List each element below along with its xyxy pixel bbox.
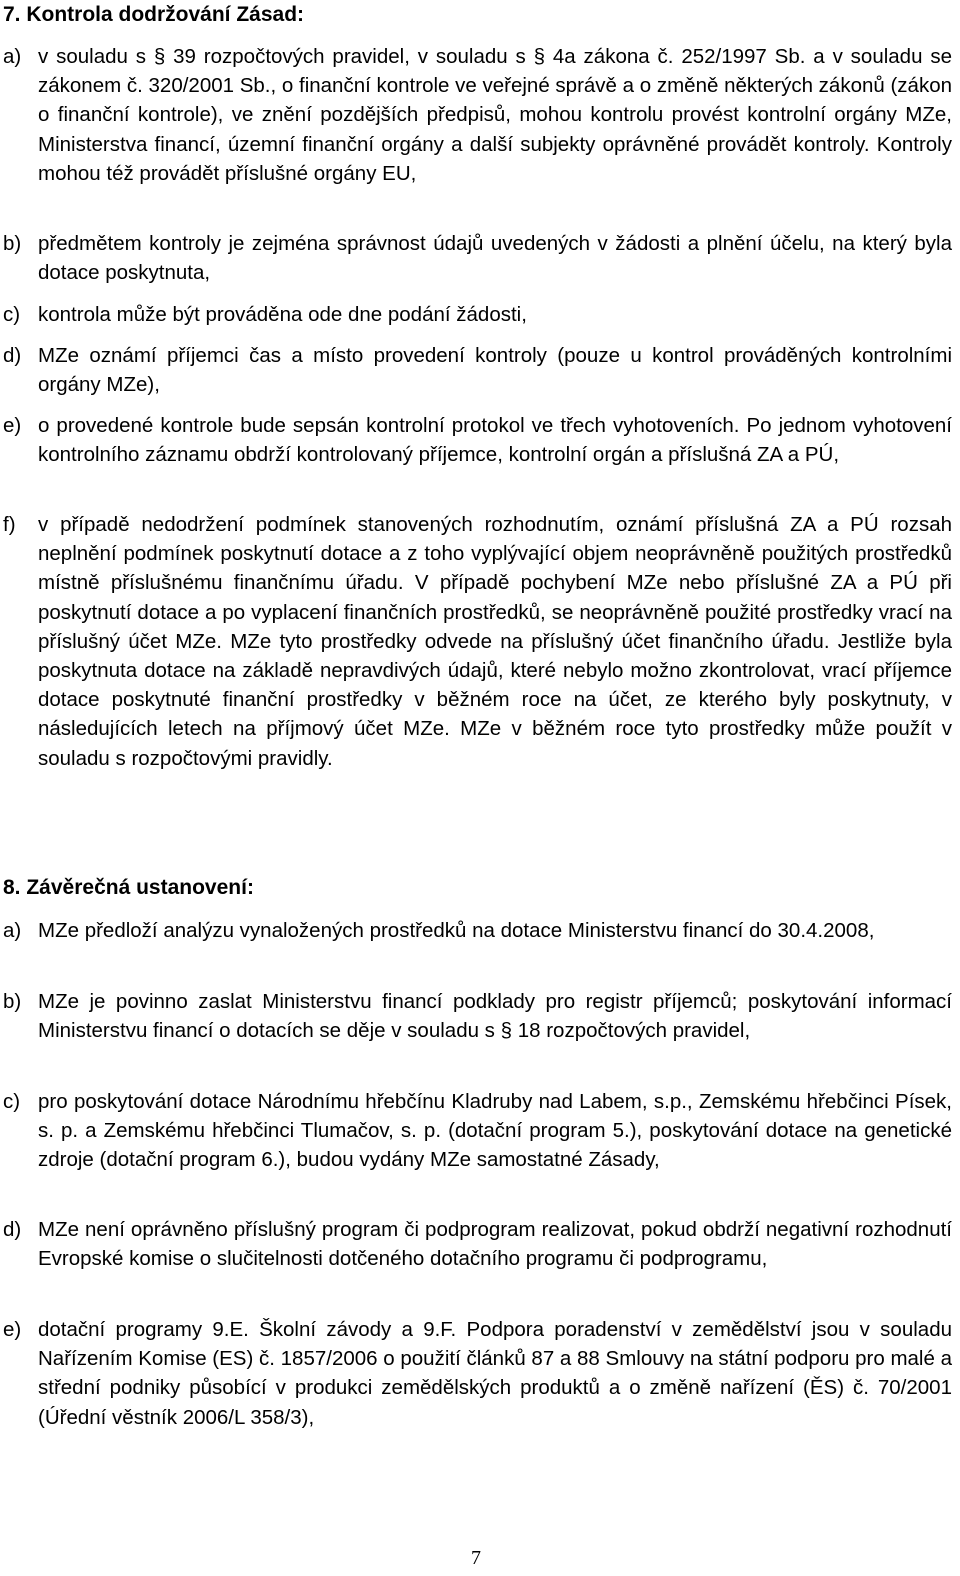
item-text: o provedené kontrole bude sepsán kontrolní protokol ve třech vyhotoveních. Po jednom vyhotovení kontrolního záznamu obdrží kontrolovaný příjemce, kontrolní orgán a příslušná ZA a PÚ, [38, 414, 952, 467]
item-label: a) [3, 919, 22, 942]
section-7-heading: 7. Kontrola dodržování Zásad: [3, 3, 305, 26]
item-text: v souladu s § 39 rozpočtových pravidel, v souladu s § 4a zákona č. 252/1997 Sb. a v souladu se zákonem č. 320/2001 Sb., o finanční kontrole ve veřejné správě a o změně některých zákonů (zákon o finanční kontrole), ve znění pozdějších předpisů, mohou kontrolu provést kontrolní orgány MZe, Ministerstva financí, územní finanční orgány a další subjekty oprávněné provádět kontroly. Kontroly mohou též provádět příslušné orgány EU, [38, 45, 952, 185]
item-text: MZe oznámí příjemci čas a místo provedení kontroly (pouze u kontrol prováděných kontrolními orgány MZe), [38, 344, 952, 397]
item-label: b) [3, 990, 22, 1013]
item-text: MZe předloží analýzu vynaložených prostředků na dotace Ministerstvu financí do 30.4.2008, [38, 919, 875, 942]
item-label: b) [3, 232, 22, 255]
section-7-item-a [0, 42, 952, 188]
item-text: pro poskytování dotace Národnímu hřebčínu Kladruby nad Labem, s.p., Zemskému hřebčinci Písek, s. p. a Zemskému hřebčinci Tlumačov, s. p. (dotační program 5.), poskytování dotace na genetické zdroje (dotační program 6.), budou vydány MZe samostatné Zásady, [38, 1090, 952, 1172]
section-8-item-b [0, 987, 952, 1045]
item-text: v případě nedodržení podmínek stanovených rozhodnutím, oznámí příslušná ZA a PÚ rozsah neplnění podmínek poskytnutí dotace a z toho vyplývající objem neoprávněně použitých prostředků místně příslušnému finančnímu úřadu. V případě pochybení MZe nebo příslušné ZA a PÚ při poskytnutí dotace a po vyplacení finančních prostředků, se neoprávněně použité prostředky vrací na příslušný účet MZe. MZe tyto prostředky odvede na příslušný účet finančního úřadu. Jestliže byla poskytnuta dotace na základě nepravdivých údajů, které nebylo možno zkontrolovat, vrací příjemce dotace poskytnuté finanční prostředky v běžném roce na účet, ze kterého byly poskytnuty, v následujících letech na příjmový účet MZe. MZe v běžném roce tyto prostředky může použít v souladu s rozpočtovými pravidly. [38, 513, 952, 770]
item-text: předmětem kontroly je zejména správnost údajů uvedených v žádosti a plnění účelu, na který byla dotace poskytnuta, [38, 232, 952, 285]
item-label: d) [3, 344, 22, 367]
item-label: c) [3, 1090, 21, 1113]
item-text: dotační programy 9.E. Školní závody a 9.F. Podpora poradenství v zemědělství jsou v souladu Nařízením Komise (ES) č. 1857/2006 o použití článků 87 a 88 Smlouvy na státní podporu pro malé a střední podniky působící v produkci zemědělských produktů a o změně nařízení (ĚS) č. 70/2001 (Úřední věstník 2006/L 358/3), [38, 1318, 952, 1429]
item-label: e) [3, 414, 22, 437]
section-8-heading: 8. Závěrečná ustanovení: [3, 876, 254, 899]
section-7-item-f [0, 510, 952, 773]
section-8-item-d [0, 1215, 952, 1273]
item-text: kontrola může být prováděna ode dne podání žádosti, [38, 303, 527, 326]
item-text: MZe je povinno zaslat Ministerstvu financí podklady pro registr příjemců; poskytování informací Ministerstvu financí o dotacích se děje v souladu s § 18 rozpočtových pravidel, [38, 990, 952, 1043]
item-text: MZe není oprávněno příslušný program či podprogram realizovat, pokud obdrží negativní rozhodnutí Evropské komise o slučitelnosti dotčeného dotačního programu či podprogramu, [38, 1218, 952, 1271]
section-8-item-c [0, 1087, 952, 1175]
item-label: f) [3, 513, 16, 536]
section-7-item-c [0, 300, 952, 329]
item-label: e) [3, 1318, 22, 1341]
page-number: 7 [471, 1547, 481, 1569]
section-8-item-a [0, 916, 952, 945]
section-7-item-e [0, 411, 952, 469]
section-7-item-b [0, 229, 952, 287]
item-label: a) [3, 45, 22, 68]
item-label: c) [3, 303, 21, 326]
section-8-item-e [0, 1315, 952, 1432]
section-7-item-d [0, 341, 952, 399]
item-label: d) [3, 1218, 22, 1241]
